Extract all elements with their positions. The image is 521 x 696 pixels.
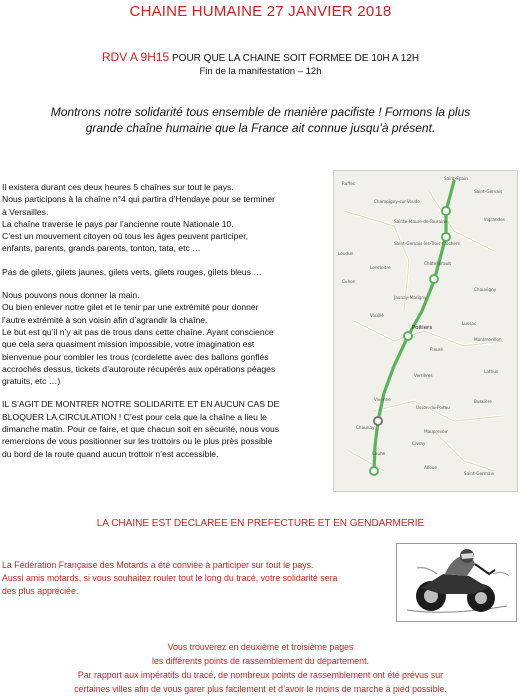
map-label: Bussière [474,399,492,404]
map-label: Saint-Germain [464,471,495,476]
solidarity-line: grande chaîne humaine que la France ait connue jusqu’à présent. [85,121,436,135]
text-line: Aussi amis motards, si vous souhaitez rouler tout le long du tracé, votre solidarité sera [2,573,338,583]
paragraph-chains [2,181,320,255]
map-label: Loudun [338,251,354,256]
text-line: Le but est qu’il n’y ait pas de trous dans cette chaîne. Ayant conscience [2,326,274,337]
text-line: à Versailles. [2,206,49,217]
solidarity-message [8,104,513,136]
map-label: Saint-Epain [444,176,468,181]
text-line: remercions de vous positionner sur les trottoirs ou le plus près possible [2,436,273,447]
map-label: Ruffec [342,181,356,186]
text-line: gratuits, etc …) [2,376,61,387]
map-svg [334,171,517,491]
text-line: que cela sera quasiment mission impossible, votre imagination est [2,339,255,350]
paragraph-safety [2,398,320,459]
map-label: Alloue [424,465,437,470]
text-line: enfants, parents, grands parents, tonton, tata, etc … [2,243,201,254]
text-line: Nous participons à la chaîne n°4 qui partira d’Hendaye pour se terminer [2,194,275,205]
map-label: Lussac [462,321,477,326]
map-label: Lathus [484,369,499,374]
text-line: Il existera durant ces deux heures 5 chaînes sur tout le pays. [2,182,234,192]
text-line: BLOQUER LA CIRCULATION ! C’est pour cela que la chaîne a lieu le [2,411,267,422]
map-label: Montmorillon [474,337,502,342]
map-label: Lencloitre [370,265,391,270]
text-line: l’autre extrémité à son voisin afin d’agrandir la chaîne. [2,314,208,325]
text-line: La chaîne traverse le pays par l’ancienne route Nationale 10. [2,218,234,229]
map-label: Civray [412,441,426,446]
text-line: dimanche matin. Pour ce faire, et que chacun soit en sécurité, nous vous [2,424,280,435]
motorcycle-illustration [396,543,517,622]
rdv-line [0,51,521,65]
text-line: Vous trouverez en deuxième et troisième pages [167,642,354,652]
map-label: Saint-Gervais-les-Trois-Clochers [394,241,460,246]
text-line: La Fédération Française des Motards a été conviée à participer sur tout le pays. [2,560,314,570]
text-line: des plus appréciée. [2,586,79,596]
map-label: Champigny-sur-Veude [374,199,420,204]
rdv-time: RDV A 9H15 [101,50,170,64]
map-label: Ingrandes [484,217,505,222]
paragraph-vests [2,266,320,278]
text-line: Pas de gilets, gilets jaunes, gilets verts, gilets rouges, gilets bleus … [2,266,262,277]
map-label: Verrières [414,373,433,378]
declared-notice: LA CHAINE EST DECLAREE EN PREFECTURE ET EN GENDARMERIE [96,518,425,529]
map-label: Usson-du-Poitou [416,405,450,410]
map-label: Sainte-Maure-de-Touraine [394,219,448,224]
map-label: Chaunay [356,425,375,430]
map-label: Cuhon [342,279,356,284]
solidarity-line: Montrons notre solidarité tous ensemble de manière pacifiste ! Formons la plus [50,105,471,119]
page-title: CHAINE HUMAINE 27 JANVIER 2018 [129,3,392,20]
route-map [333,170,518,492]
text-line: Nous pouvons nous donner la main. [2,290,140,301]
map-label: Fleuré [430,347,444,352]
body-text [2,181,320,471]
text-line: accrochés dessus, tickets d’autoroute récupérés aux opérations péages [2,363,276,374]
text-line: les différents points de rassemblement du département. [152,656,369,666]
map-label: Jaunay-Marigny [394,295,427,300]
text-line: certaines villes afin de vous garer plus facilement et d’avoir le moins de marche à pied possible. [74,684,447,694]
text-line: C’est un mouvement citoyen où tous les âges peuvent participer, [2,231,249,242]
map-label: Vivonne [374,397,391,402]
end-time: Fin de la manifestation – 12h [199,66,322,77]
map-label: Saint-Gervais [474,189,503,194]
text-line: bienvenue pour combler les trous (cordelette avec des ballons gonflés [2,351,269,362]
map-label: Couhe [372,451,386,456]
text-line: IL S’AGIT DE MONTRER NOTRE SOLIDARITE ET EN AUCUN CAS DE [2,399,280,410]
map-label: Châtellerault [424,261,452,266]
motorcycle-icon [397,544,516,621]
footer-notice [0,640,521,696]
text-line: Ou bien enlever notre gilet et le tenir par une extrémité pour donner [2,302,259,313]
paragraph-hands [2,289,320,387]
text-line: du bord de la route quand aucun trottoir n’est accessible. [2,448,219,459]
map-label: Poitiers [412,325,433,331]
map-label: Mauprevoir [424,429,448,434]
text-line: Par rapport aux impératifs du tracé, de nombreux points de rassemblement ont été prévus sur [77,670,444,680]
map-label: Vouillé [370,313,384,318]
map-label: Chauvigny [474,287,497,292]
rdv-detail: POUR QUE LA CHAINE SOIT FORMEE DE 10H A 12H [172,53,420,64]
motards-paragraph [2,559,395,598]
